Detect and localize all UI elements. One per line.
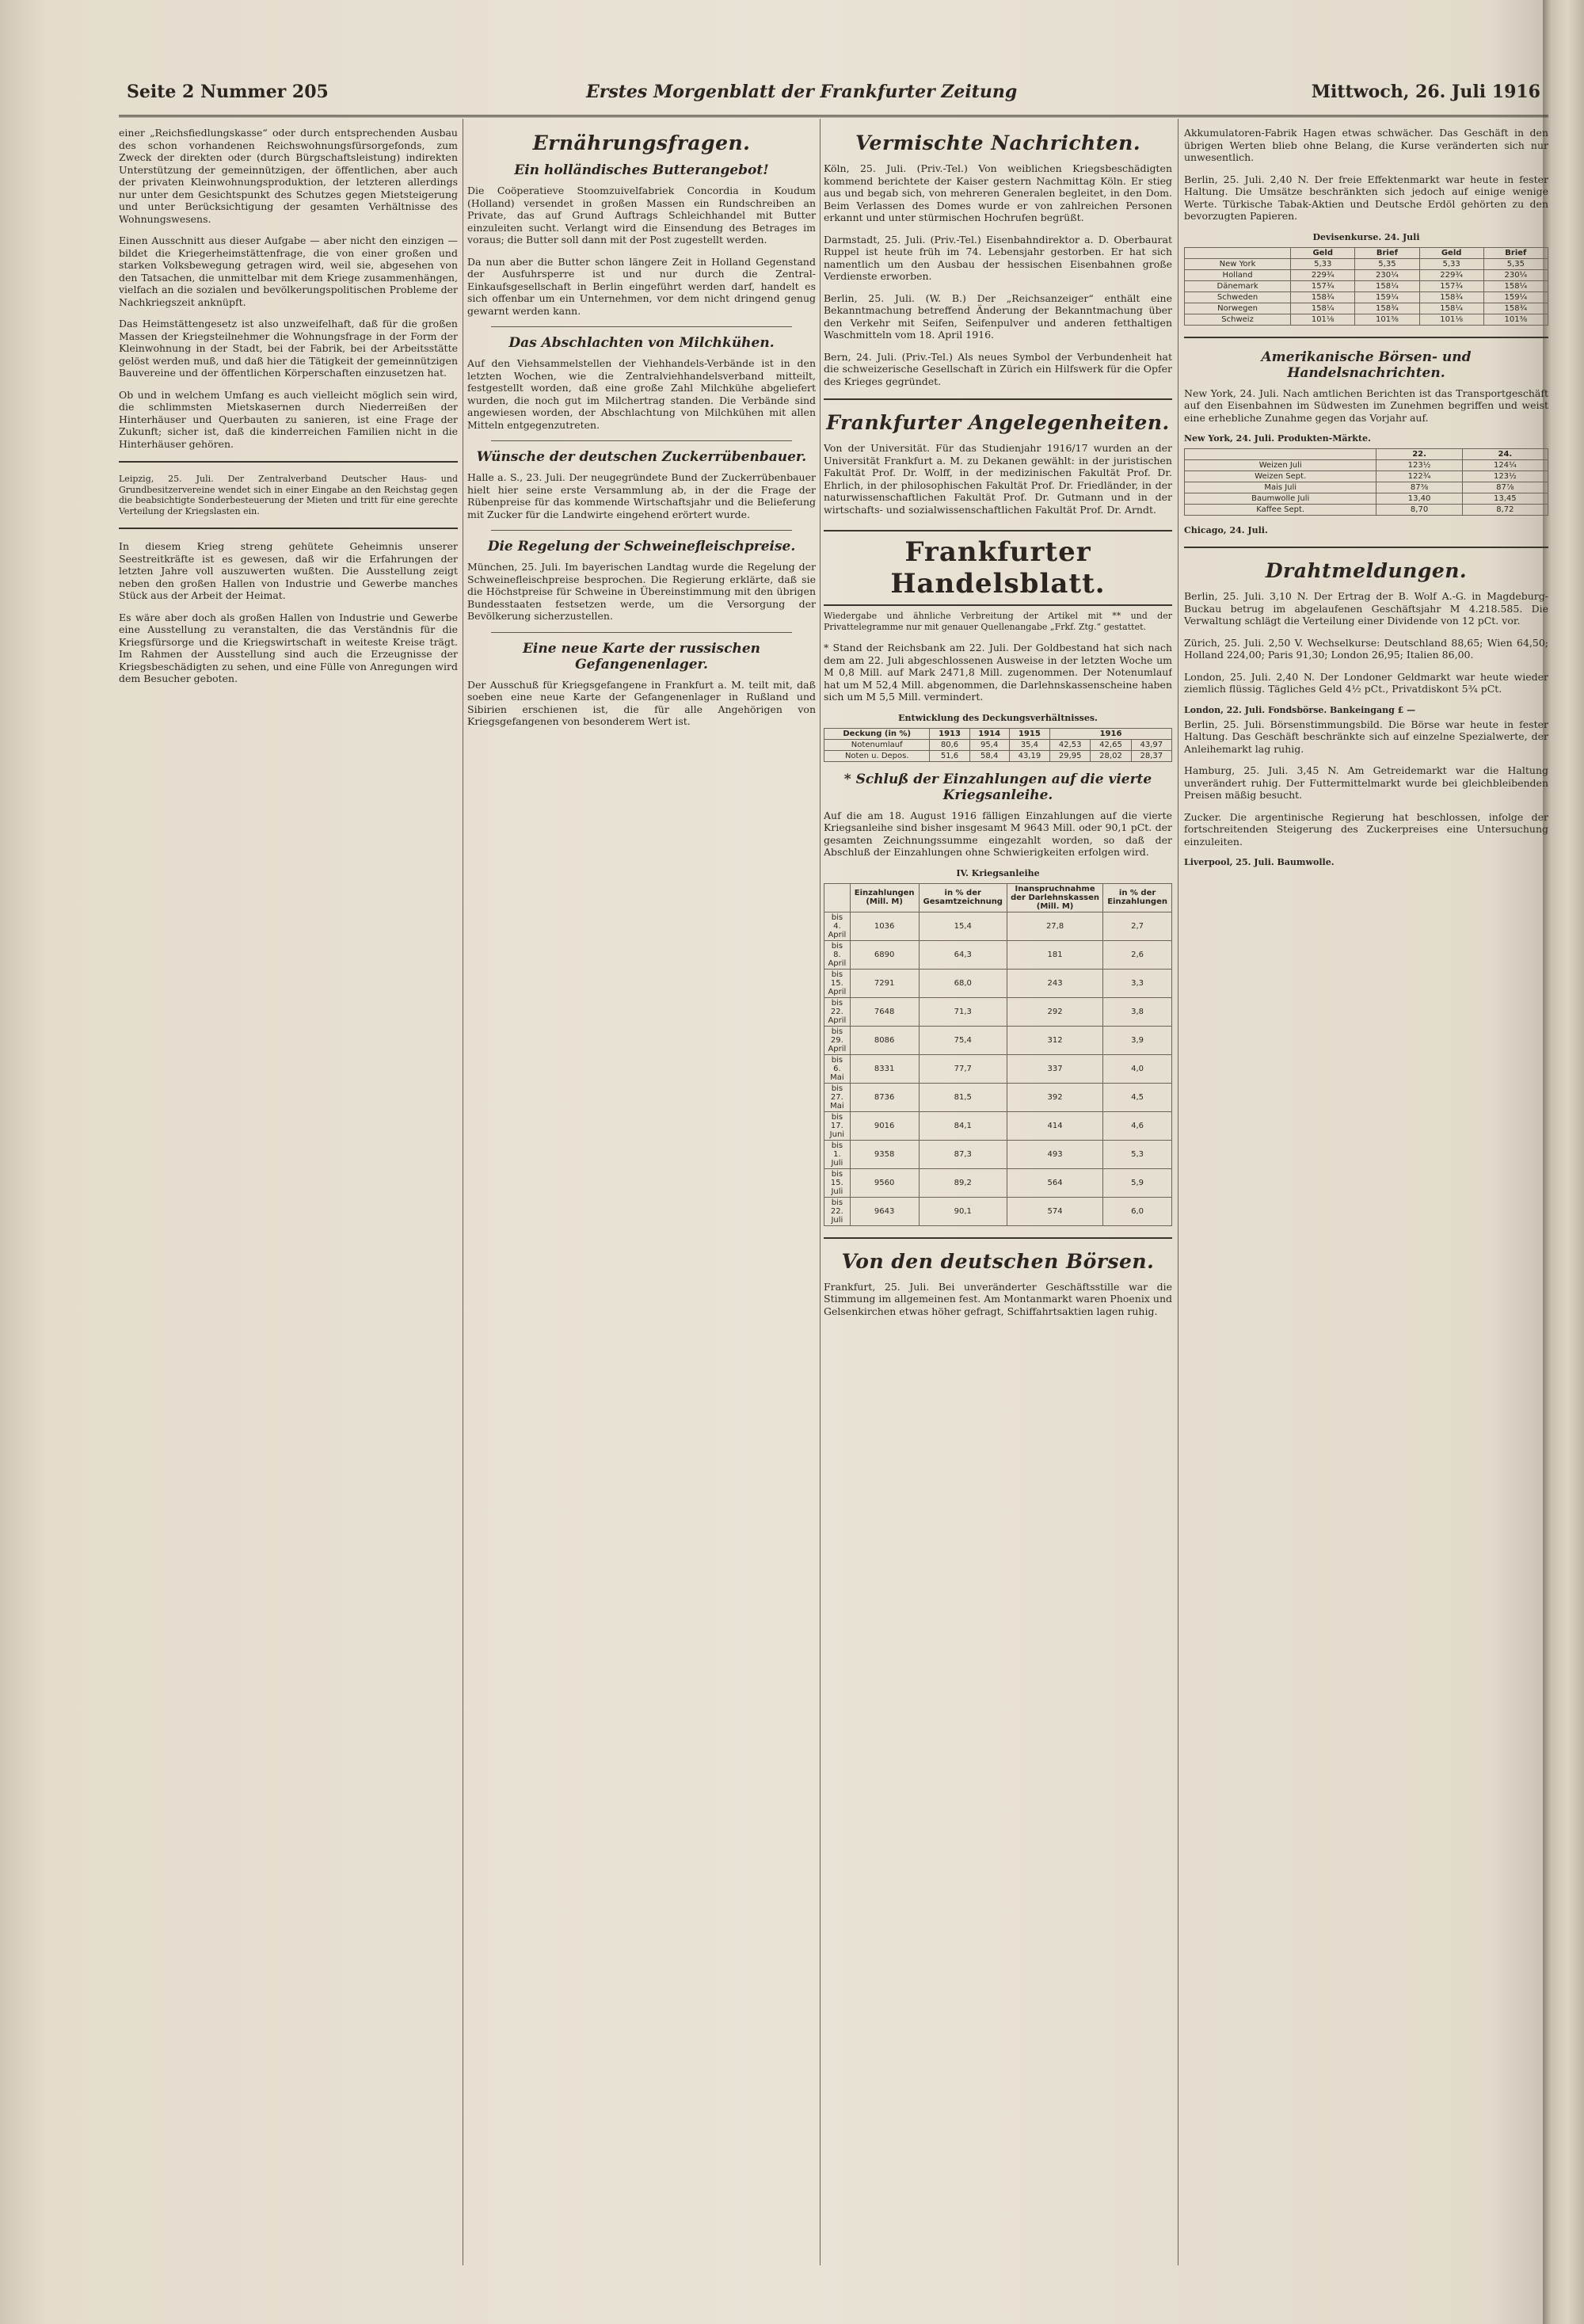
table-cell: 101⅜ bbox=[1483, 314, 1548, 325]
table-cell: New York bbox=[1185, 258, 1291, 269]
table-cell: 230¼ bbox=[1483, 269, 1548, 280]
article-paragraph: Der Ausschuß für Kriegsgefangene in Frankfurt a. M. teilt mit, daß soeben eine neue Karte der Gefangenenlager in Rußland und Sibirien erschienen ist, die für alle Angehörigen von Kriegsgefangenen von besonderem Wert ist. bbox=[467, 678, 816, 727]
table-header-cell: Geld bbox=[1291, 247, 1355, 258]
market-heading: Chicago, 24. Juli. bbox=[1184, 525, 1268, 535]
table-cell: bis 6. Mai bbox=[824, 1054, 851, 1083]
article-paragraph: New York, 24. Juli. Nach amtlichen Berichten ist das Transportgeschäft auf den Eisenbahnen im Südwesten im Zunehmen begriffen und weist eine erhebliche Zunahme gegen das Vorjahr auf. bbox=[1184, 387, 1548, 424]
article-paragraph: Einen Ausschnitt aus dieser Aufgabe — aber nicht den einzigen — bildet die Kriegerheimstättenfrage, die von einer großen und starken Volksbewegung getragen wird, weil sie, abgesehen von den Tatsachen, die unmittelbar mit dem Kriege zusammenhängen, vielfach an die sozialen und bevölkerungspolitischen Probleme der Nachkriegszeit anknüpft. bbox=[119, 234, 458, 308]
table-row bbox=[824, 940, 1172, 969]
table-cell: 2,7 bbox=[1103, 912, 1172, 940]
table-cell: Weizen Sept. bbox=[1185, 471, 1376, 482]
table-cell: bis 22. Juli bbox=[824, 1197, 851, 1225]
article-paragraph: In diesem Krieg streng gehütete Geheimnis unserer Seestreitkräfte ist es gewesen, daß wir die Erfahrungen der letzten Jahre voll auszuwerten wußten. Die Ausstellung zeigt neben den großen Hallen von Industrie und Gewerbe manches Stück aus der Arbeit der Heimat. bbox=[119, 540, 458, 601]
article-paragraph: Auf die am 18. August 1916 fälligen Einzahlungen auf die vierte Kriegsanleihe sind bisher insgesamt M 9643 Mill. oder 90,1 pCt. der gesamten Zeichnungssumme eingezahlt worden, so daß der Abschluß der Einzahlungen ohne Schwierigkeiten erfolgen wird. bbox=[824, 809, 1172, 858]
table-cell: 159¼ bbox=[1483, 291, 1548, 303]
table-cell: 181 bbox=[1007, 940, 1102, 969]
table-cell: 13,45 bbox=[1462, 493, 1548, 505]
table-row bbox=[1185, 258, 1548, 269]
table-cell: 230¼ bbox=[1355, 269, 1419, 280]
table-row bbox=[824, 912, 1172, 940]
table-header-cell: Deckung (in %) bbox=[824, 728, 930, 739]
table-cell: 292 bbox=[1007, 997, 1102, 1026]
article-paragraph: Berlin, 25. Juli. Börsenstimmungsbild. Die Börse war heute in fester Haltung. Das Geschäft beschränkte sich auf einzelne Spezialwerte, der Anleihemarkt lag ruhig. bbox=[1184, 718, 1548, 755]
column-rule bbox=[820, 119, 821, 2265]
article-paragraph: Frankfurt, 25. Juli. Bei unveränderter Geschäftsstille war die Stimmung im allgemeinen fest. Am Montanmarkt waren Phoenix und Gelsenkirchen etwas höher gefragt, Schiffahrtsaktien lagen ruhig. bbox=[824, 1280, 1172, 1317]
table-cell: Schweden bbox=[1185, 291, 1291, 303]
coverage-table bbox=[824, 728, 1172, 762]
page-binding-edge bbox=[1543, 0, 1584, 2324]
table-cell: bis 4. April bbox=[824, 912, 851, 940]
article-heading: Wünsche der deutschen Zuckerrübenbauer. bbox=[476, 449, 807, 465]
section-divider bbox=[119, 461, 458, 463]
table-header-row bbox=[1185, 247, 1548, 258]
table-cell: 28,02 bbox=[1091, 750, 1131, 761]
section-heading-handelsblatt: Frankfurter Handelsblatt. bbox=[824, 530, 1172, 606]
table-row bbox=[824, 1197, 1172, 1225]
table-cell: 157¾ bbox=[1419, 280, 1483, 291]
column-1 bbox=[119, 127, 458, 2265]
table-cell: 9643 bbox=[850, 1197, 919, 1225]
table-cell: 123½ bbox=[1462, 471, 1548, 482]
table-cell: 68,0 bbox=[919, 969, 1007, 997]
article-heading: Eine neue Karte der russischen Gefangenenlager. bbox=[522, 640, 761, 672]
table-cell: 158¾ bbox=[1355, 303, 1419, 314]
table-cell: 51,6 bbox=[930, 750, 969, 761]
table-cell: 564 bbox=[1007, 1168, 1102, 1197]
table-header-cell bbox=[1185, 247, 1291, 258]
table-cell: 5,33 bbox=[1419, 258, 1483, 269]
table-cell: 157¾ bbox=[1291, 280, 1355, 291]
table-cell: bis 8. April bbox=[824, 940, 851, 969]
table-cell: 43,19 bbox=[1009, 750, 1049, 761]
table-row bbox=[1185, 280, 1548, 291]
article-heading: Die Regelung der Schweinefleischpreise. bbox=[487, 539, 796, 554]
table-cell: 87⅞ bbox=[1462, 482, 1548, 493]
table-cell: 337 bbox=[1007, 1054, 1102, 1083]
table-header-cell bbox=[1185, 449, 1376, 460]
table-cell: 9358 bbox=[850, 1140, 919, 1168]
table-cell: 7648 bbox=[850, 997, 919, 1026]
table-cell: 8,72 bbox=[1462, 505, 1548, 516]
table-row bbox=[824, 739, 1172, 750]
article-paragraph: einer „Reichsfiedlungskasse“ oder durch entsprechenden Ausbau des schon vorhandenen Reichswohnungsfürsorgefonds, zum Zweck der direkten oder (durch Bürgschaftsleistung) indirekten Unterstützung der gemeinnützigen, der öffentlichen, aber auch der privaten Kleinwohnungsproduktion, der letzteren allerdings nur unter dem Gesichtspunkt des Schutzes gegen Mietsteigerung und unter Berücksichtigung der gesamten Verhältnisse des Wohnungswesens. bbox=[119, 127, 458, 225]
exchange-rate-table bbox=[1184, 247, 1548, 326]
table-cell: 7291 bbox=[850, 969, 919, 997]
table-cell: 101⅜ bbox=[1355, 314, 1419, 325]
section-divider bbox=[119, 528, 458, 529]
table-cell: 58,4 bbox=[969, 750, 1009, 761]
column-2 bbox=[467, 127, 816, 2265]
article-paragraph: * Stand der Reichsbank am 22. Juli. Der Goldbestand hat sich nach dem am 22. Juli abgeschlossenen Ausweise in der letzten Woche um M 0,8 Mill. auf Mark 2471,8 Mill. zugenommen. Der Notenumlauf hat um M 52,4 Mill. abgenommen, die Darlehnskassenscheine haben sich um M 5,5 Mill. vermindert. bbox=[824, 642, 1172, 703]
table-header-row bbox=[824, 883, 1172, 912]
article-paragraph: Zürich, 25. Juli. 2,50 V. Wechselkurse: Deutschland 88,65; Wien 64,50; Holland 224,00; Paris 91,30; London 26,95; Italien 86,00. bbox=[1184, 636, 1548, 661]
table-cell: 80,6 bbox=[930, 739, 969, 750]
table-header-row bbox=[1185, 449, 1548, 460]
article-paragraph: Von der Universität. Für das Studienjahr 1916/17 wurden an der Universität Frankfurt a. M. zu Dekanen gewählt: in der juristischen Fakultät Prof. Dr. Wolff, in der medizinischen Fakultät Prof. Dr. Ehrlich, in der philosophischen Fakultät Prof. Dr. Friedländer, in der naturwissenschaftlichen Fakultät Prof. Dr. Gutmann und in der wirtschafts- und sozialwissenschaftlichen Fakultät Prof. Dr. Arndt. bbox=[824, 442, 1172, 516]
table-row bbox=[1185, 505, 1548, 516]
section-heading-vermischt: Vermischte Nachrichten. bbox=[855, 131, 1141, 154]
table-cell: 3,9 bbox=[1103, 1026, 1172, 1054]
table-cell: Norwegen bbox=[1185, 303, 1291, 314]
table-cell: 4,0 bbox=[1103, 1054, 1172, 1083]
article-paragraph: Hamburg, 25. Juli. 3,45 N. Am Getreidemarkt war die Haltung unverändert ruhig. Der Futtermittelmarkt wurde bei gleichbleibenden Preisen mäßig besucht. bbox=[1184, 764, 1548, 801]
table-row bbox=[1185, 482, 1548, 493]
newspaper-title: Erstes Morgenblatt der Frankfurter Zeitung bbox=[586, 82, 1018, 102]
table-header-cell: in % der Einzahlungen bbox=[1103, 883, 1172, 912]
article-paragraph: Halle a. S., 23. Juli. Der neugegründete Bund der Zuckerrübenbauer hielt hier seine erste Versammlung ab, in der die Frage der Rübenpreise für das kommende Wirtschaftsjahr und die Belieferung mit Zucker für die Landwirte eingehend erörtert wurde. bbox=[467, 471, 816, 520]
article-divider bbox=[491, 632, 792, 633]
table-cell: 42,65 bbox=[1091, 739, 1131, 750]
table-cell: bis 27. Mai bbox=[824, 1083, 851, 1111]
table-row bbox=[824, 969, 1172, 997]
table-cell: 87,3 bbox=[919, 1140, 1007, 1168]
table-cell: bis 1. Juli bbox=[824, 1140, 851, 1168]
table-title: Devisenkurse. 24. Juli bbox=[1312, 231, 1420, 242]
table-cell: 42,53 bbox=[1050, 739, 1091, 750]
table-row bbox=[1185, 269, 1548, 280]
table-cell: 5,33 bbox=[1291, 258, 1355, 269]
article-paragraph: Ob und in welchem Umfang es auch vielleicht möglich sein wird, die schlimmsten Mietskasernen durch Niederreißen der Hinterhäuser und Querbauten zu sanieren, ist eine Frage der Zukunft; sicher ist, daß die kinderreichen Familien nicht in die Hinterhäuser gehören. bbox=[119, 388, 458, 450]
article-paragraph: Bern, 24. Juli. (Priv.-Tel.) Als neues Symbol der Verbundenheit hat die schweizerische Gesellschaft in Zürich ein Hilfswerk für die Opfer des Krieges gegründet. bbox=[824, 350, 1172, 387]
table-cell: 71,3 bbox=[919, 997, 1007, 1026]
table-header-cell: Geld bbox=[1419, 247, 1483, 258]
table-cell: 159¼ bbox=[1355, 291, 1419, 303]
table-cell: 77,7 bbox=[919, 1054, 1007, 1083]
table-cell: 87⅜ bbox=[1376, 482, 1462, 493]
war-loan-table bbox=[824, 883, 1172, 1226]
table-header-cell: 1915 bbox=[1009, 728, 1049, 739]
table-row bbox=[1185, 460, 1548, 471]
table-cell: 5,35 bbox=[1483, 258, 1548, 269]
section-heading-boersen: Von den deutschen Börsen. bbox=[841, 1249, 1155, 1273]
table-cell: 15,4 bbox=[919, 912, 1007, 940]
table-cell: 158¾ bbox=[1483, 303, 1548, 314]
table-row bbox=[1185, 303, 1548, 314]
article-paragraph: Akkumulatoren-Fabrik Hagen etwas schwächer. Das Geschäft in den übrigen Werten blieb ohne Belang, die Kurse veränderten sich nur unwesentlich. bbox=[1184, 127, 1548, 163]
table-row bbox=[824, 1140, 1172, 1168]
table-cell: 3,3 bbox=[1103, 969, 1172, 997]
article-paragraph: Darmstadt, 25. Juli. (Priv.-Tel.) Eisenbahndirektor a. D. Oberbaurat Ruppel ist heute früh im 74. Lebensjahr gestorben. Er hat sich namentlich um den Ausbau der hessischen Eisenbahnen große Verdienste erworben. bbox=[824, 233, 1172, 282]
table-cell: 101⅛ bbox=[1291, 314, 1355, 325]
table-header-row bbox=[824, 728, 1172, 739]
table-cell: 9560 bbox=[850, 1168, 919, 1197]
column-3 bbox=[824, 127, 1172, 2265]
table-cell: 13,40 bbox=[1376, 493, 1462, 505]
section-heading-frankfurt: Frankfurter Angelegenheiten. bbox=[826, 411, 1170, 434]
table-cell: Baumwolle Juli bbox=[1185, 493, 1376, 505]
table-cell: 312 bbox=[1007, 1026, 1102, 1054]
article-paragraph: Berlin, 25. Juli. (W. B.) Der „Reichsanzeiger“ enthält eine Bekanntmachung betreffend Änderung der Bekanntmachung über den Verkehr mit Seifen, Seifenpulver und anderen fetthaltigen Waschmitteln vom 18. April 1916. bbox=[824, 291, 1172, 341]
table-cell: 493 bbox=[1007, 1140, 1102, 1168]
table-header-cell: Brief bbox=[1483, 247, 1548, 258]
table-row bbox=[1185, 314, 1548, 325]
table-cell: 29,95 bbox=[1050, 750, 1091, 761]
article-paragraph: Die Coöperatieve Stoomzuivelfabriek Concordia in Koudum (Holland) versendet in großen Massen ein Rundschreiben an Private, das auf Grund Auftrags Schleichhandel mit Butter einzuleiten sucht. Verlangt wird die Einsendung des Betrages im voraus; die Butter soll dann mit der Post zugestellt werden. bbox=[467, 185, 816, 246]
table-cell: 8331 bbox=[850, 1054, 919, 1083]
table-header-cell: 1914 bbox=[969, 728, 1009, 739]
article-divider bbox=[491, 326, 792, 327]
table-cell: 101⅛ bbox=[1419, 314, 1483, 325]
article-heading: Das Abschlachten von Milchkühen. bbox=[508, 335, 775, 351]
table-cell: 4,6 bbox=[1103, 1111, 1172, 1140]
table-title: Entwicklung des Deckungsverhältnisses. bbox=[898, 712, 1098, 723]
table-cell: 574 bbox=[1007, 1197, 1102, 1225]
table-row bbox=[1185, 471, 1548, 482]
table-cell: bis 15. Juli bbox=[824, 1168, 851, 1197]
table-cell: 229¾ bbox=[1419, 269, 1483, 280]
article-paragraph: Köln, 25. Juli. (Priv.-Tel.) Von weiblichen Kriegsbeschädigten kommend berichtete der Kaiser gestern Nachmittag Köln. Er stieg aus und begab sich, von mehreren Generalen begleitet, in den Dom. Beim Verlassen des Domes wurde er von zahlreichen Personen erkannt und unter stürmischen Hochrufen begrüßt. bbox=[824, 162, 1172, 223]
market-heading: London, 22. Juli. Fondsbörse. Bankeingang £ — bbox=[1184, 704, 1416, 715]
table-cell: 5,9 bbox=[1103, 1168, 1172, 1197]
table-cell: bis 17. Juni bbox=[824, 1111, 851, 1140]
article-paragraph: Berlin, 25. Juli. 3,10 N. Der Ertrag der B. Wolf A.-G. in Magdeburg-Buckau betrug im abgelaufenen Geschäftsjahr M 4.218.585. Die Verwaltung schlägt die Verteilung einer Dividende von 12 pCt. vor. bbox=[1184, 590, 1548, 627]
table-row bbox=[1185, 493, 1548, 505]
article-paragraph: Das Heimstättengesetz ist also unzweifelhaft, daß für die großen Massen der Kriegsteilnehmer die Wohnungsfrage in der Form der Kleinwohnung in der Stadt, bei der Fabrik, bei der Arbeitsstätte gelöst werden muß, und daß hier die Tätigkeit der gemeinnützigen Bauvereine und der öffentlichen Körperschaften einzusetzen hat. bbox=[119, 318, 458, 379]
table-cell: Mais Juli bbox=[1185, 482, 1376, 493]
table-cell: 5,35 bbox=[1355, 258, 1419, 269]
table-header-cell: 22. bbox=[1376, 449, 1462, 460]
table-header-cell: in % der Gesamtzeichnung bbox=[919, 883, 1007, 912]
table-header-cell bbox=[824, 883, 851, 912]
table-cell: Holland bbox=[1185, 269, 1291, 280]
table-cell: 6890 bbox=[850, 940, 919, 969]
table-cell: 158¾ bbox=[1419, 291, 1483, 303]
masthead bbox=[119, 75, 1548, 117]
table-row bbox=[1185, 291, 1548, 303]
column-4 bbox=[1184, 127, 1548, 2265]
section-divider bbox=[1184, 337, 1548, 338]
article-heading: * Schluß der Einzahlungen auf die vierte Kriegsanleihe. bbox=[843, 771, 1152, 803]
table-cell: 27,8 bbox=[1007, 912, 1102, 940]
section-divider bbox=[1184, 547, 1548, 548]
table-cell: 4,5 bbox=[1103, 1083, 1172, 1111]
article-paragraph: Berlin, 25. Juli. 2,40 N. Der freie Effektenmarkt war heute in fester Haltung. Die Umsätze beschränkten sich jedoch auf einige wenige Werte. Türkische Tabak-Aktien und Deutsche Erdöl gehörten zu den bevorzugten Papieren. bbox=[1184, 173, 1548, 222]
table-cell: bis 29. April bbox=[824, 1026, 851, 1054]
table-cell: 8736 bbox=[850, 1083, 919, 1111]
table-cell: 8,70 bbox=[1376, 505, 1462, 516]
table-row bbox=[824, 1054, 1172, 1083]
table-row bbox=[824, 1111, 1172, 1140]
section-heading-ernaehrung: Ernährungsfragen. bbox=[532, 131, 751, 154]
table-cell: bis 15. April bbox=[824, 969, 851, 997]
table-cell: Kaffee Sept. bbox=[1185, 505, 1376, 516]
table-cell: 64,3 bbox=[919, 940, 1007, 969]
table-cell: 158¾ bbox=[1291, 291, 1355, 303]
table-cell: 84,1 bbox=[919, 1111, 1007, 1140]
table-cell: Schweiz bbox=[1185, 314, 1291, 325]
reprint-notice: Wiedergabe und ähnliche Verbreitung der Artikel mit ** und der Privattelegramme nur mit genauer Quellenangabe „Frkf. Ztg.“ gestattet. bbox=[824, 611, 1172, 632]
article-paragraph: Zucker. Die argentinische Regierung hat beschlossen, infolge der fortschreitenden Steigerung des Zuckerpreises eine Untersuchung einzuleiten. bbox=[1184, 810, 1548, 848]
table-cell: 95,4 bbox=[969, 739, 1009, 750]
table-cell: Noten u. Depos. bbox=[824, 750, 930, 761]
table-cell: 158¼ bbox=[1419, 303, 1483, 314]
table-cell: 1036 bbox=[850, 912, 919, 940]
section-divider bbox=[824, 1237, 1172, 1239]
table-cell: 35,4 bbox=[1009, 739, 1049, 750]
article-paragraph: Da nun aber die Butter schon längere Zeit in Holland Gegenstand der Ausfuhrsperre ist und nur durch die Zentral-Einkaufsgesellschaft in Berlin eingeführt werden darf, handelt es sich offenbar um ein Unternehmen, vor dem nicht dringend genug gewarnt werden kann. bbox=[467, 255, 816, 317]
table-cell: 158¼ bbox=[1355, 280, 1419, 291]
table-header-cell: Brief bbox=[1355, 247, 1419, 258]
table-cell: 89,2 bbox=[919, 1168, 1007, 1197]
table-cell: Weizen Juli bbox=[1185, 460, 1376, 471]
table-cell: 5,3 bbox=[1103, 1140, 1172, 1168]
article-heading: Amerikanische Börsen- und Handelsnachrichten. bbox=[1261, 349, 1472, 381]
article-paragraph: Es wäre aber doch als großen Hallen von Industrie und Gewerbe eine Ausstellung zu veranstalten, die das Verständnis für die Kriegsfürsorge und die Kriegswirtschaft in weiteste Kreise trägt. Im Rahmen der Ausstellung sind auch die Erzeugnisse der Kriegsbeschädigten zu sehen, und eine Fülle von Anregungen wird dem Besucher geboten. bbox=[119, 611, 458, 684]
table-row bbox=[824, 1083, 1172, 1111]
table-row bbox=[824, 997, 1172, 1026]
table-header-cell: 1913 bbox=[930, 728, 969, 739]
table-header-cell: Einzahlungen (Mill. M) bbox=[850, 883, 919, 912]
table-cell: 28,37 bbox=[1131, 750, 1171, 761]
table-cell: 392 bbox=[1007, 1083, 1102, 1111]
issue-date: Mittwoch, 26. Juli 1916 bbox=[1311, 82, 1540, 102]
market-heading: Liverpool, 25. Juli. Baumwolle. bbox=[1184, 857, 1335, 867]
table-cell: 81,5 bbox=[919, 1083, 1007, 1111]
table-header-cell: Inanspruchnahme der Darlehnskassen (Mill. M) bbox=[1007, 883, 1102, 912]
produce-market-table bbox=[1184, 448, 1548, 516]
market-heading: New York, 24. Juli. Produkten-Märkte. bbox=[1184, 433, 1371, 444]
article-paragraph: London, 25. Juli. 2,40 N. Der Londoner Geldmarkt war heute wieder ziemlich flüssig. Tägliches Geld 4½ pCt., Privatdiskont 5¾ pCt. bbox=[1184, 670, 1548, 695]
table-row bbox=[824, 1168, 1172, 1197]
article-heading: Ein holländisches Butterangebot! bbox=[514, 162, 769, 178]
table-header-cell: 1916 bbox=[1050, 728, 1172, 739]
table-cell: 90,1 bbox=[919, 1197, 1007, 1225]
table-cell: 243 bbox=[1007, 969, 1102, 997]
table-cell: 158¼ bbox=[1291, 303, 1355, 314]
table-cell: 229¾ bbox=[1291, 269, 1355, 280]
table-cell: 123½ bbox=[1376, 460, 1462, 471]
table-cell: 158¼ bbox=[1483, 280, 1548, 291]
news-note: Leipzig, 25. Juli. Der Zentralverband Deutscher Haus- und Grundbesitzervereine wendet sich in einer Eingabe an den Reichstag gegen die beabsichtigte Sonderbesteuerung der Mieten und tritt für eine gerechte Verteilung der Kriegslasten ein. bbox=[119, 474, 458, 516]
table-cell: bis 22. April bbox=[824, 997, 851, 1026]
page-number: Seite 2 Nummer 205 bbox=[127, 82, 329, 102]
article-divider bbox=[491, 530, 792, 531]
article-paragraph: München, 25. Juli. Im bayerischen Landtag wurde die Regelung der Schweinefleischpreise besprochen. Die Regierung erklärte, daß sie die Höchstpreise für Schweine in Übereinstimmung mit den übrigen Bundesstaaten festsetzen werde, um die Versorgung der Bevölkerung sicherzustellen. bbox=[467, 561, 816, 622]
table-row bbox=[824, 1026, 1172, 1054]
table-cell: 3,8 bbox=[1103, 997, 1172, 1026]
table-cell: 2,6 bbox=[1103, 940, 1172, 969]
table-cell: 43,97 bbox=[1131, 739, 1171, 750]
table-cell: 9016 bbox=[850, 1111, 919, 1140]
table-header-cell: 24. bbox=[1462, 449, 1548, 460]
table-cell: 122¾ bbox=[1376, 471, 1462, 482]
table-cell: 8086 bbox=[850, 1026, 919, 1054]
article-divider bbox=[491, 440, 792, 441]
table-cell: Notenumlauf bbox=[824, 739, 930, 750]
table-title: IV. Kriegsanleihe bbox=[956, 867, 1040, 878]
section-divider bbox=[824, 398, 1172, 400]
table-row bbox=[824, 750, 1172, 761]
table-cell: Dänemark bbox=[1185, 280, 1291, 291]
table-cell: 414 bbox=[1007, 1111, 1102, 1140]
section-heading-draht: Drahtmeldungen. bbox=[1265, 559, 1468, 582]
table-cell: 6,0 bbox=[1103, 1197, 1172, 1225]
table-cell: 124¼ bbox=[1462, 460, 1548, 471]
table-cell: 75,4 bbox=[919, 1026, 1007, 1054]
article-paragraph: Auf den Viehsammelstellen der Viehhandels-Verbände ist in den letzten Wochen, wie die Zentralviehhandelsverband mitteilt, festgestellt worden, daß eine große Zahl Milchkühe abgeliefert wurden, die noch gut im Milchertrag standen. Die Verbände sind angewiesen worden, der Abschlachtung von Milchkühen mit allen Mitteln entgegenzutreten. bbox=[467, 357, 816, 431]
